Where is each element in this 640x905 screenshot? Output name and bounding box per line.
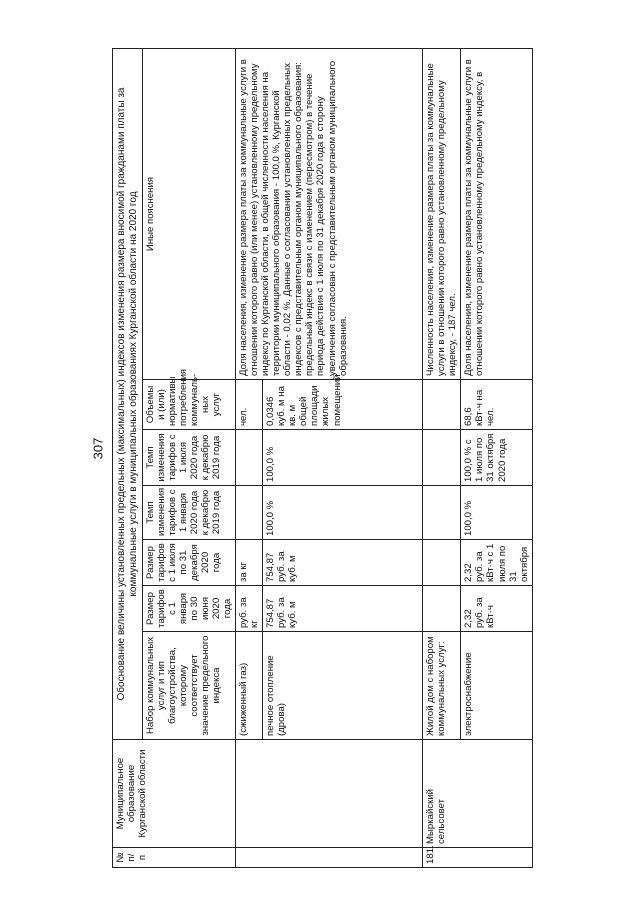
row-service: электроснабжение	[461, 632, 532, 740]
header-tariff-jul: Размер тарифов с 1 июля по 31 декабря 2020 года	[143, 540, 236, 586]
header-rate-jan: Темп изменения тарифов с 1 января 2020 года к декабрю 2019 года	[143, 486, 236, 540]
row-service: Жилой дом с набором коммунальных услуг:	[423, 632, 461, 740]
row-rate-jul: 100,0 % с 1 июля по 31 октября 2020 года	[461, 430, 532, 486]
row-rate-jan: 100,0 %	[461, 486, 532, 540]
header-num: № п/п	[113, 848, 236, 868]
table-row	[423, 49, 461, 868]
rotated-table-container	[112, 48, 609, 868]
row-tariff-jul: 2,32 руб. за кВт·ч с 1 июля по 31 октября	[461, 540, 532, 586]
row-volume: 68,6 кВт·ч на чел.	[461, 380, 532, 430]
row-tariff-jan	[423, 586, 461, 632]
row-municipality: Мыркайский сельсовет	[423, 740, 532, 848]
index-justification-table	[112, 48, 533, 868]
row-service: печное отопление (дрова)	[263, 632, 423, 740]
row-notes: Численность населения, изменение размера платы за коммунальные услуги в отношении которого равно установленному предельному индексу, - 187 чел.	[423, 49, 461, 380]
row-notes: Доля населения, изменение размера платы за коммунальные услуги в отношении которого равно установленному предельному индексу, в	[461, 49, 532, 380]
row-rate-jan	[236, 486, 263, 540]
row-municipality	[236, 740, 423, 848]
row-rate-jul: 100,0 %	[263, 430, 423, 486]
row-service: (сжиженный газ)	[236, 632, 263, 740]
header-volume: Объемы и (или) нормативы потребления коммуналь-ных услуг	[143, 380, 236, 430]
row-num	[236, 848, 423, 868]
page-number: 307	[90, 437, 106, 460]
row-tariff-jul: за кг	[236, 540, 263, 586]
table-row	[236, 49, 263, 868]
header-municipality: Муниципальное образование Курганской области	[113, 740, 236, 848]
header-rate-jul: Темп изменения тарифов с 1 июля 2020 года к декабрю 2019 года	[143, 430, 236, 486]
table-title: Обоснование величины установленных предельных (максимальных) индексов изменения размера вносимой гражданами платы за коммунальные услуги в муниципальных образованиях Курганской области на 2020 год	[113, 49, 143, 740]
row-rate-jul	[236, 430, 263, 486]
row-volume: 0,0346 куб. м на кв. м общей площади жилых помещений	[263, 380, 423, 430]
row-rate-jul	[423, 430, 461, 486]
row-notes: Доля населения, изменение размера платы за коммунальные услуги в отношении которого равно (или менее) установленному предельному индексу по Курганской области, в общей численности населения на территории муниципального образования - 100,0 %, Курганской области - 0,02 %. Данные о согласовании установленных предельных индексов с представительным органом муниципального образования: предельный индекс в связи с изменением (пересмотром) в течение периода действия с 1 июля по 31 декабря 2020 года в сторону увеличения согласован с представительным органом муниципального образования.	[236, 49, 423, 380]
row-tariff-jan: руб. за кг	[236, 586, 263, 632]
header-service-set: Набор коммунальных услуг и тип благоустройства, которому соответствует значение предельного индекса	[143, 632, 236, 740]
row-volume: чел.	[236, 380, 263, 430]
header-notes: Иные пояснения	[143, 49, 236, 380]
row-tariff-jan: 754,87 руб. за куб. м	[263, 586, 423, 632]
row-tariff-jul	[423, 540, 461, 586]
row-num: 181.	[423, 848, 532, 868]
row-rate-jan	[423, 486, 461, 540]
row-tariff-jan: 2,32 руб. за кВт·ч	[461, 586, 532, 632]
row-rate-jan: 100,0 %	[263, 486, 423, 540]
row-volume	[423, 380, 461, 430]
row-tariff-jul: 754,87 руб. за куб. м	[263, 540, 423, 586]
header-tariff-jan: Размер тарифов с 1 января по 30 июня 2020 года	[143, 586, 236, 632]
